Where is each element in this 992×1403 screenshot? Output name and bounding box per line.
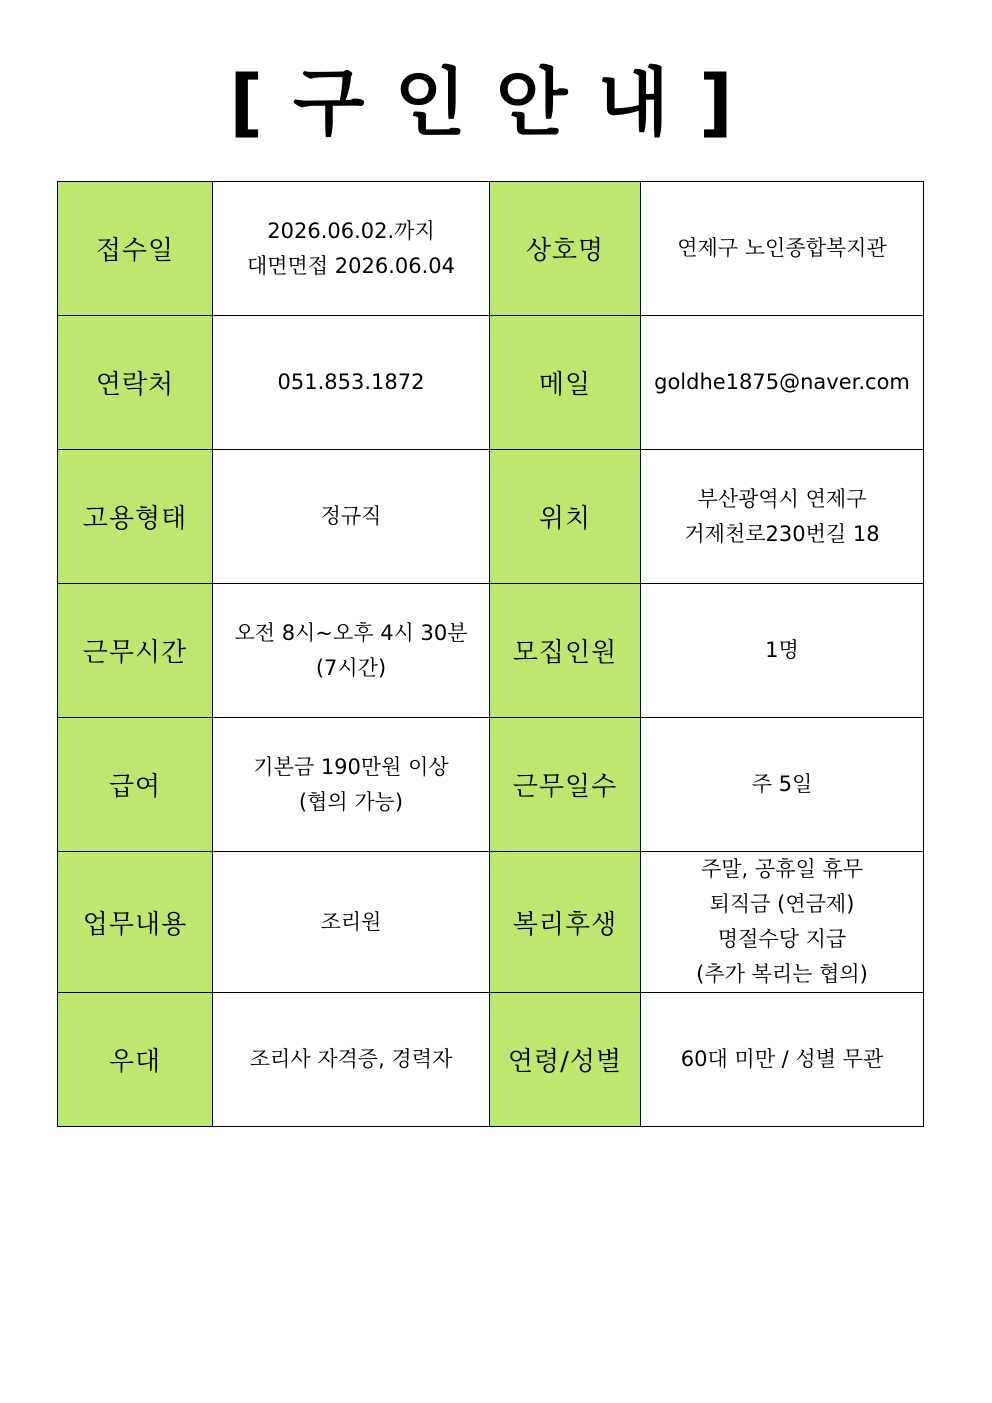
left-value-cell [213,718,490,852]
right-value-line: 주 5일 [751,772,813,796]
left-label-cell [58,182,213,316]
job-info-body [58,182,924,1127]
left-label-cell [58,852,213,993]
left-label-cell [58,584,213,718]
table-row [58,450,924,584]
right-label-cell [490,182,641,316]
right-label-text: 복리후생 [512,909,618,940]
left-value-line: 조리원 [320,909,382,934]
right-label-cell [490,584,641,718]
right-value-line: 부산광역시 연제구 [697,486,867,511]
left-value-cell [213,450,490,584]
left-label-text: 근무시간 [82,638,188,668]
left-label-cell [58,316,213,450]
right-label-text: 모집인원 [512,638,618,668]
right-label-text: 메일 [538,370,592,400]
right-label-text: 위치 [538,504,592,534]
right-value-line: goldhe1875@naver.com [654,370,910,394]
right-value-cell [641,852,924,993]
left-value-line: 조리사 자격증, 경력자 [249,1047,453,1071]
table-row [58,182,924,316]
left-value-cell [213,182,490,316]
table-row [58,718,924,852]
right-label-cell [490,852,641,993]
left-value-line: 정규직 [320,504,382,528]
left-label-cell [58,993,213,1127]
left-value-line: 대면면접 2026.06.04 [246,253,456,278]
table-row [58,852,924,993]
left-label-text: 우대 [108,1047,162,1077]
left-value-line: 오전 8시~오후 4시 30분 [234,620,468,645]
left-label-text: 급여 [108,772,162,802]
right-value-line: 퇴직금 (연금제) [709,892,855,916]
left-value-line: (협의 가능) [298,789,404,814]
right-label-cell [490,993,641,1127]
right-label-text: 연령/성별 [507,1047,623,1077]
right-value-line: 명절수당 지급 [717,927,847,951]
left-value-cell [213,993,490,1127]
right-value-cell [641,718,924,852]
right-value-line: 1명 [765,638,799,662]
left-label-text: 고용형태 [82,504,188,534]
right-value-line: (추가 복리는 협의) [696,962,868,986]
right-label-cell [490,718,641,852]
right-value-cell [641,316,924,450]
table-row [58,993,924,1127]
right-value-line: 거제천로230번길 18 [684,521,880,546]
page-title: [구인안내] [229,60,763,146]
left-label-text: 업무내용 [82,909,188,940]
right-value-cell [641,993,924,1127]
right-value-cell [641,584,924,718]
right-value-line: 연제구 노인종합복지관 [677,236,887,260]
left-value-cell [213,316,490,450]
left-value-line: 기본금 190만원 이상 [253,754,449,779]
right-label-text: 근무일수 [512,772,618,802]
left-value-line: (7시간) [315,655,387,680]
right-value-line: 60대 미만 / 성별 무관 [680,1047,884,1071]
left-value-cell [213,852,490,993]
left-label-text: 연락처 [95,370,175,400]
table-row [58,316,924,450]
left-label-cell [58,450,213,584]
right-value-line: 주말, 공휴일 휴무 [700,857,864,881]
right-value-cell [641,450,924,584]
left-value-line: 051.853.1872 [277,370,425,394]
left-label-text: 접수일 [95,236,175,266]
right-label-cell [490,450,641,584]
left-label-cell [58,718,213,852]
right-label-cell [490,316,641,450]
right-value-cell [641,182,924,316]
job-info-table [57,181,924,1127]
left-value-cell [213,584,490,718]
right-label-text: 상호명 [525,236,605,266]
left-value-line: 2026.06.02.까지 [267,218,435,243]
table-row [58,584,924,718]
